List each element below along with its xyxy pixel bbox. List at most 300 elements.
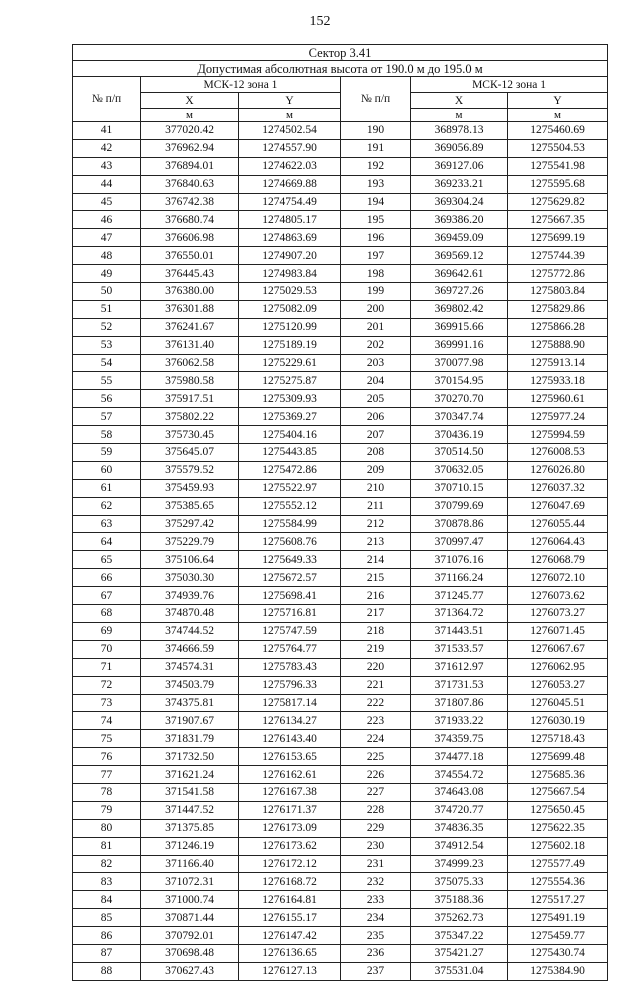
cell-x-right: 375075.33 [411, 873, 508, 891]
cell-num-right: 195 [341, 211, 411, 229]
cell-y-left: 1275275.87 [239, 372, 341, 390]
cell-y-left: 1274863.69 [239, 229, 341, 247]
cell-y-right: 1276037.32 [508, 479, 608, 497]
table-row [73, 426, 608, 444]
cell-num-left: 85 [73, 909, 141, 927]
table-row [73, 569, 608, 587]
cell-num-left: 66 [73, 569, 141, 587]
unit-x-right: м [411, 109, 508, 122]
cell-num-right: 218 [341, 622, 411, 640]
cell-x-right: 375188.36 [411, 891, 508, 909]
cell-y-left: 1275783.43 [239, 658, 341, 676]
cell-y-right: 1275699.19 [508, 229, 608, 247]
cell-y-left: 1276143.40 [239, 730, 341, 748]
cell-num-left: 67 [73, 587, 141, 605]
cell-x-left: 376301.88 [141, 300, 239, 318]
cell-x-right: 374554.72 [411, 766, 508, 784]
table-row [73, 461, 608, 479]
cell-num-right: 237 [341, 962, 411, 980]
cell-x-left: 376380.00 [141, 283, 239, 301]
cell-num-left: 75 [73, 730, 141, 748]
cell-x-right: 370997.47 [411, 533, 508, 551]
cell-y-right: 1276008.53 [508, 444, 608, 462]
cell-x-left: 374939.76 [141, 587, 239, 605]
cell-num-left: 45 [73, 193, 141, 211]
cell-y-right: 1276062.95 [508, 658, 608, 676]
cell-y-right: 1275667.54 [508, 783, 608, 801]
cell-x-left: 371732.50 [141, 748, 239, 766]
cell-y-right: 1276072.10 [508, 569, 608, 587]
cell-x-right: 374836.35 [411, 819, 508, 837]
cell-y-right: 1275994.59 [508, 426, 608, 444]
cell-x-left: 371621.24 [141, 766, 239, 784]
cell-x-right: 369459.09 [411, 229, 508, 247]
cell-x-left: 371072.31 [141, 873, 239, 891]
table-row [73, 944, 608, 962]
cell-num-right: 222 [341, 694, 411, 712]
cell-num-left: 60 [73, 461, 141, 479]
zone-header-right: МСК-12 зона 1 [411, 77, 608, 93]
cell-num-left: 83 [73, 873, 141, 891]
cell-x-left: 375802.22 [141, 408, 239, 426]
cell-x-right: 371533.57 [411, 640, 508, 658]
table-row [73, 837, 608, 855]
table-row [73, 444, 608, 462]
cell-num-left: 58 [73, 426, 141, 444]
cell-num-right: 190 [341, 122, 411, 140]
cell-y-right: 1275803.84 [508, 283, 608, 301]
table-row [73, 927, 608, 945]
cell-x-left: 377020.42 [141, 122, 239, 140]
table-row [73, 551, 608, 569]
cell-y-left: 1275584.99 [239, 515, 341, 533]
cell-y-left: 1275747.59 [239, 622, 341, 640]
cell-x-left: 371375.85 [141, 819, 239, 837]
table-row [73, 193, 608, 211]
cell-y-right: 1275718.43 [508, 730, 608, 748]
cell-x-right: 371612.97 [411, 658, 508, 676]
cell-num-left: 46 [73, 211, 141, 229]
table-row [73, 712, 608, 730]
table-row [73, 640, 608, 658]
table-row [73, 157, 608, 175]
cell-y-right: 1275595.68 [508, 175, 608, 193]
cell-x-right: 370347.74 [411, 408, 508, 426]
height-range: Допустимая абсолютная высота от 190.0 м до 195.0 м [73, 61, 608, 77]
table-row [73, 318, 608, 336]
cell-num-right: 193 [341, 175, 411, 193]
coordinates-table [72, 44, 608, 981]
cell-y-right: 1275866.28 [508, 318, 608, 336]
cell-x-left: 371447.52 [141, 801, 239, 819]
table-row [73, 139, 608, 157]
cell-y-left: 1276153.65 [239, 748, 341, 766]
table-row [73, 819, 608, 837]
cell-y-left: 1274907.20 [239, 247, 341, 265]
cell-num-right: 197 [341, 247, 411, 265]
cell-num-right: 203 [341, 354, 411, 372]
cell-num-right: 214 [341, 551, 411, 569]
cell-num-right: 210 [341, 479, 411, 497]
cell-y-left: 1275229.61 [239, 354, 341, 372]
cell-num-right: 206 [341, 408, 411, 426]
cell-num-left: 54 [73, 354, 141, 372]
cell-x-right: 369304.24 [411, 193, 508, 211]
cell-y-left: 1274622.03 [239, 157, 341, 175]
table-row [73, 855, 608, 873]
cell-num-left: 79 [73, 801, 141, 819]
cell-num-left: 71 [73, 658, 141, 676]
cell-num-right: 211 [341, 497, 411, 515]
table-row [73, 622, 608, 640]
cell-x-left: 375579.52 [141, 461, 239, 479]
cell-y-left: 1275404.16 [239, 426, 341, 444]
cell-x-right: 369569.12 [411, 247, 508, 265]
cell-num-left: 57 [73, 408, 141, 426]
cell-num-right: 226 [341, 766, 411, 784]
table-row [73, 801, 608, 819]
table-row [73, 658, 608, 676]
cell-num-left: 77 [73, 766, 141, 784]
cell-x-left: 371000.74 [141, 891, 239, 909]
cell-x-left: 371907.67 [141, 712, 239, 730]
cell-y-right: 1276045.51 [508, 694, 608, 712]
table-row [73, 533, 608, 551]
cell-y-right: 1276067.67 [508, 640, 608, 658]
cell-num-left: 62 [73, 497, 141, 515]
cell-x-right: 374477.18 [411, 748, 508, 766]
cell-num-right: 217 [341, 605, 411, 623]
cell-y-left: 1274502.54 [239, 122, 341, 140]
cell-num-right: 205 [341, 390, 411, 408]
cell-x-right: 374720.77 [411, 801, 508, 819]
cell-x-right: 369991.16 [411, 336, 508, 354]
cell-num-right: 208 [341, 444, 411, 462]
cell-x-right: 375421.27 [411, 944, 508, 962]
cell-num-right: 234 [341, 909, 411, 927]
cell-x-right: 369056.89 [411, 139, 508, 157]
cell-num-left: 76 [73, 748, 141, 766]
cell-num-left: 72 [73, 676, 141, 694]
cell-num-left: 82 [73, 855, 141, 873]
cell-y-left: 1275552.12 [239, 497, 341, 515]
cell-num-right: 191 [341, 139, 411, 157]
cell-y-left: 1275608.76 [239, 533, 341, 551]
cell-num-right: 231 [341, 855, 411, 873]
cell-x-left: 376606.98 [141, 229, 239, 247]
cell-x-right: 370270.70 [411, 390, 508, 408]
table-row [73, 748, 608, 766]
cell-x-right: 368978.13 [411, 122, 508, 140]
cell-num-left: 80 [73, 819, 141, 837]
cell-x-left: 376742.38 [141, 193, 239, 211]
cell-y-left: 1275120.99 [239, 318, 341, 336]
cell-y-left: 1275522.97 [239, 479, 341, 497]
cell-y-right: 1275744.39 [508, 247, 608, 265]
cell-y-right: 1275504.53 [508, 139, 608, 157]
cell-num-right: 219 [341, 640, 411, 658]
cell-y-right: 1276071.45 [508, 622, 608, 640]
table-row [73, 730, 608, 748]
cell-num-right: 212 [341, 515, 411, 533]
cell-x-right: 369915.66 [411, 318, 508, 336]
cell-y-right: 1275772.86 [508, 265, 608, 283]
cell-y-left: 1276127.13 [239, 962, 341, 980]
cell-y-right: 1275960.61 [508, 390, 608, 408]
table-row [73, 587, 608, 605]
table-row [73, 605, 608, 623]
cell-num-left: 73 [73, 694, 141, 712]
cell-num-right: 233 [341, 891, 411, 909]
cell-x-right: 374912.54 [411, 837, 508, 855]
cell-num-right: 202 [341, 336, 411, 354]
cell-x-left: 376894.01 [141, 157, 239, 175]
cell-x-right: 369386.20 [411, 211, 508, 229]
cell-x-left: 374666.59 [141, 640, 239, 658]
cell-num-right: 229 [341, 819, 411, 837]
cell-num-right: 207 [341, 426, 411, 444]
cell-x-left: 376680.74 [141, 211, 239, 229]
cell-y-left: 1276162.61 [239, 766, 341, 784]
cell-x-left: 375730.45 [141, 426, 239, 444]
cell-y-left: 1275796.33 [239, 676, 341, 694]
cell-y-left: 1275672.57 [239, 569, 341, 587]
cell-num-left: 87 [73, 944, 141, 962]
table-row [73, 873, 608, 891]
col-header-num-left: № п/п [73, 77, 141, 122]
cell-num-right: 232 [341, 873, 411, 891]
table-row [73, 265, 608, 283]
table-row [73, 283, 608, 301]
table-row [73, 211, 608, 229]
cell-num-left: 59 [73, 444, 141, 462]
cell-y-left: 1276168.72 [239, 873, 341, 891]
cell-y-right: 1276030.19 [508, 712, 608, 730]
table-row [73, 300, 608, 318]
cell-y-right: 1275430.74 [508, 944, 608, 962]
unit-y-left: м [239, 109, 341, 122]
cell-x-left: 375917.51 [141, 390, 239, 408]
cell-y-right: 1275384.90 [508, 962, 608, 980]
cell-x-right: 369233.21 [411, 175, 508, 193]
cell-num-right: 225 [341, 748, 411, 766]
cell-num-left: 51 [73, 300, 141, 318]
table-row [73, 783, 608, 801]
cell-y-right: 1275888.90 [508, 336, 608, 354]
cell-y-left: 1276164.81 [239, 891, 341, 909]
cell-num-left: 48 [73, 247, 141, 265]
cell-x-right: 370799.69 [411, 497, 508, 515]
cell-x-left: 374870.48 [141, 605, 239, 623]
cell-num-right: 200 [341, 300, 411, 318]
col-header-y-right: Y [508, 93, 608, 109]
col-header-x-left: X [141, 93, 239, 109]
cell-y-right: 1275577.49 [508, 855, 608, 873]
cell-x-left: 376241.67 [141, 318, 239, 336]
cell-x-right: 370878.86 [411, 515, 508, 533]
cell-y-left: 1274983.84 [239, 265, 341, 283]
table-row [73, 122, 608, 140]
cell-num-right: 198 [341, 265, 411, 283]
cell-y-left: 1275189.19 [239, 336, 341, 354]
cell-num-left: 74 [73, 712, 141, 730]
cell-y-right: 1275622.35 [508, 819, 608, 837]
cell-x-left: 371541.58 [141, 783, 239, 801]
cell-x-right: 370154.95 [411, 372, 508, 390]
cell-num-left: 56 [73, 390, 141, 408]
cell-num-left: 50 [73, 283, 141, 301]
cell-x-right: 375347.22 [411, 927, 508, 945]
cell-y-left: 1276167.38 [239, 783, 341, 801]
cell-x-right: 374999.23 [411, 855, 508, 873]
cell-y-right: 1275541.98 [508, 157, 608, 175]
cell-num-left: 47 [73, 229, 141, 247]
table-row [73, 390, 608, 408]
cell-x-left: 376131.40 [141, 336, 239, 354]
table-row [73, 676, 608, 694]
cell-y-right: 1275602.18 [508, 837, 608, 855]
cell-y-right: 1276053.27 [508, 676, 608, 694]
cell-y-right: 1276026.80 [508, 461, 608, 479]
cell-x-left: 370627.43 [141, 962, 239, 980]
cell-y-right: 1275650.45 [508, 801, 608, 819]
cell-y-right: 1276068.79 [508, 551, 608, 569]
cell-num-left: 53 [73, 336, 141, 354]
cell-y-right: 1275554.36 [508, 873, 608, 891]
cell-y-left: 1275369.27 [239, 408, 341, 426]
cell-num-right: 227 [341, 783, 411, 801]
cell-num-left: 43 [73, 157, 141, 175]
cell-x-right: 370077.98 [411, 354, 508, 372]
cell-x-left: 370871.44 [141, 909, 239, 927]
col-header-y-left: Y [239, 93, 341, 109]
cell-x-right: 375531.04 [411, 962, 508, 980]
cell-x-left: 375229.79 [141, 533, 239, 551]
cell-y-left: 1275698.41 [239, 587, 341, 605]
cell-x-right: 374643.08 [411, 783, 508, 801]
cell-x-left: 376550.01 [141, 247, 239, 265]
cell-num-right: 235 [341, 927, 411, 945]
cell-y-right: 1275459.77 [508, 927, 608, 945]
cell-num-right: 236 [341, 944, 411, 962]
cell-y-left: 1276172.12 [239, 855, 341, 873]
cell-y-right: 1275460.69 [508, 122, 608, 140]
table-row [73, 354, 608, 372]
cell-y-right: 1276073.62 [508, 587, 608, 605]
cell-y-left: 1274805.17 [239, 211, 341, 229]
cell-num-left: 44 [73, 175, 141, 193]
cell-y-right: 1275685.36 [508, 766, 608, 784]
cell-x-right: 370632.05 [411, 461, 508, 479]
cell-x-right: 371245.77 [411, 587, 508, 605]
cell-num-left: 84 [73, 891, 141, 909]
cell-x-right: 371166.24 [411, 569, 508, 587]
cell-x-right: 370436.19 [411, 426, 508, 444]
cell-y-left: 1274557.90 [239, 139, 341, 157]
cell-y-right: 1276073.27 [508, 605, 608, 623]
cell-y-left: 1275309.93 [239, 390, 341, 408]
cell-num-right: 221 [341, 676, 411, 694]
cell-y-left: 1275443.85 [239, 444, 341, 462]
cell-y-left: 1274669.88 [239, 175, 341, 193]
cell-x-left: 375106.64 [141, 551, 239, 569]
cell-x-right: 371807.86 [411, 694, 508, 712]
cell-x-right: 371443.51 [411, 622, 508, 640]
sector-title: Сектор 3.41 [73, 45, 608, 61]
cell-num-right: 196 [341, 229, 411, 247]
cell-x-right: 374359.75 [411, 730, 508, 748]
cell-y-right: 1275629.82 [508, 193, 608, 211]
zone-header-left: МСК-12 зона 1 [141, 77, 341, 93]
cell-num-left: 69 [73, 622, 141, 640]
cell-num-right: 220 [341, 658, 411, 676]
table-row [73, 962, 608, 980]
cell-num-left: 42 [73, 139, 141, 157]
cell-y-right: 1275699.48 [508, 748, 608, 766]
cell-x-left: 375385.65 [141, 497, 239, 515]
cell-x-left: 371246.19 [141, 837, 239, 855]
cell-num-left: 65 [73, 551, 141, 569]
cell-x-right: 375262.73 [411, 909, 508, 927]
table-body [73, 122, 608, 981]
cell-y-right: 1275933.18 [508, 372, 608, 390]
cell-num-right: 230 [341, 837, 411, 855]
cell-num-left: 70 [73, 640, 141, 658]
cell-num-left: 68 [73, 605, 141, 623]
cell-num-right: 215 [341, 569, 411, 587]
cell-x-right: 371933.22 [411, 712, 508, 730]
table-row [73, 497, 608, 515]
cell-y-right: 1275977.24 [508, 408, 608, 426]
cell-x-left: 376840.63 [141, 175, 239, 193]
cell-y-left: 1276173.09 [239, 819, 341, 837]
cell-y-left: 1275817.14 [239, 694, 341, 712]
cell-num-right: 201 [341, 318, 411, 336]
cell-x-right: 371364.72 [411, 605, 508, 623]
cell-x-left: 371166.40 [141, 855, 239, 873]
cell-num-right: 192 [341, 157, 411, 175]
table-row [73, 891, 608, 909]
table-row [73, 479, 608, 497]
cell-num-left: 61 [73, 479, 141, 497]
cell-num-left: 49 [73, 265, 141, 283]
cell-y-left: 1275649.33 [239, 551, 341, 569]
cell-y-left: 1276134.27 [239, 712, 341, 730]
col-header-x-right: X [411, 93, 508, 109]
table-row [73, 229, 608, 247]
cell-x-left: 376445.43 [141, 265, 239, 283]
table-row [73, 515, 608, 533]
cell-x-right: 369727.26 [411, 283, 508, 301]
cell-y-left: 1276147.42 [239, 927, 341, 945]
cell-y-right: 1275829.86 [508, 300, 608, 318]
cell-x-left: 374744.52 [141, 622, 239, 640]
cell-num-left: 88 [73, 962, 141, 980]
cell-x-left: 375030.30 [141, 569, 239, 587]
cell-x-right: 371076.16 [411, 551, 508, 569]
cell-y-left: 1274754.49 [239, 193, 341, 211]
cell-x-left: 375645.07 [141, 444, 239, 462]
cell-num-left: 41 [73, 122, 141, 140]
cell-y-right: 1276055.44 [508, 515, 608, 533]
cell-num-right: 213 [341, 533, 411, 551]
cell-num-right: 224 [341, 730, 411, 748]
table-row [73, 909, 608, 927]
table-row [73, 175, 608, 193]
cell-num-left: 63 [73, 515, 141, 533]
table-row [73, 247, 608, 265]
page-number: 152 [309, 14, 331, 29]
